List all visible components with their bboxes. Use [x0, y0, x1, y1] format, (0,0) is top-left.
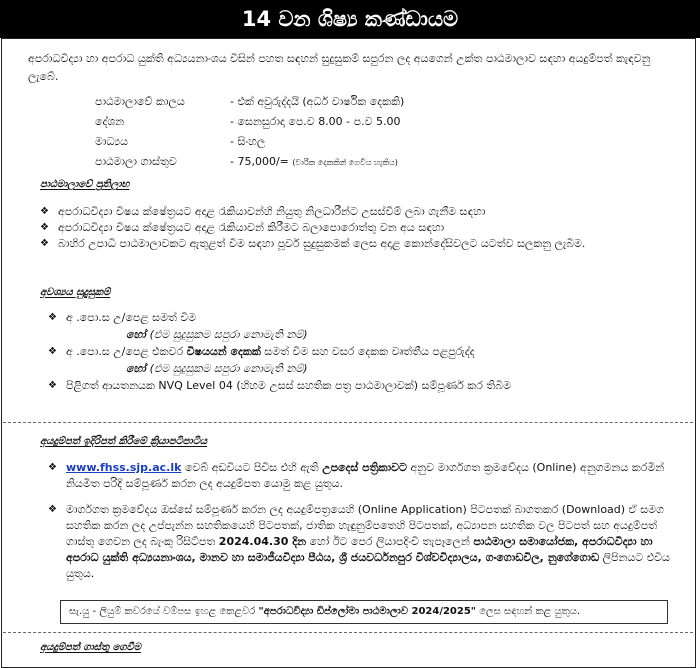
page-title: 14 වන ශිෂ්‍ය කණ්ඩායම [0, 0, 700, 38]
detail-value: - එක් අවුරුද්දයි (අර්ධ වාර්ෂික දෙකකි) [230, 95, 405, 108]
or-label: හෝ [126, 328, 146, 341]
envelope-note [60, 600, 668, 624]
diamond-bullet-icon: ❖ [48, 346, 57, 357]
postal-address: පාඨමාලා සමායෝජක, අපරාධවිද්‍යා හා අපරාධ යුක්ති අධ්‍යයනාංශය, මානව හා සමාජීයවිද්‍යා පීඨය, ශ්‍රී ජයවර්ධනපුර විශ්වවිද්‍යාලය, ගංගොඩවිල, නුගේගොඩ [66, 535, 653, 564]
procedure-list [48, 460, 673, 582]
benefit-text: අපරාධවිද්‍යා විෂය ක්ෂේත්‍රයට අදාළ රැකියාවන් කිරීමට බලාපොරොත්තු වන අය සඳහා [58, 221, 445, 234]
divider [3, 422, 693, 423]
procedure-emphasis: උපදෙස් පත්‍රිකාවට [322, 461, 407, 474]
detail-value [230, 152, 655, 172]
website-link[interactable]: www.fhss.sjp.ac.lk [66, 461, 182, 474]
qualification-part: සමත් වීම සහ වසර දෙකක වෘත්තීය පළපුරුද්ද [264, 345, 475, 358]
diamond-bullet-icon: ❖ [48, 380, 57, 391]
diamond-bullet-icon: ❖ [48, 462, 57, 473]
fee-note: (වාරික දෙකකින් ගෙවිය හැකිය) [292, 158, 398, 167]
procedure-text [66, 502, 673, 582]
detail-value: - සෙනසුරාදා පෙ.ව 8.00 - ප.ව 5.00 [230, 115, 401, 128]
procedure-part: වෙබ් අඩවියට පිවිස එහි ඇති [184, 461, 319, 474]
list-item [40, 236, 660, 252]
list-item [48, 344, 668, 360]
diamond-bullet-icon: ❖ [48, 312, 57, 323]
qualifications-heading: අවශ්‍යය සුදුසුකම් [40, 287, 111, 298]
or-label: හෝ [126, 362, 146, 375]
or-line [48, 360, 668, 378]
qualification-text: අ .පො.ස උ/පෙළ සමත් වීම [66, 311, 197, 324]
benefits-heading: පාඨමාලාවේ ප්‍රතිලාභ [40, 179, 130, 190]
list-item [40, 204, 660, 220]
detail-row [95, 132, 655, 152]
list-item [48, 378, 668, 394]
detail-label: පාඨමාලා ගාස්තුව [95, 155, 177, 168]
detail-row [95, 92, 655, 112]
or-note: (එම සුදුසුකම සපුරා නොමැති නම්) [149, 362, 308, 375]
diamond-bullet-icon: ❖ [40, 206, 49, 217]
list-item [40, 220, 660, 236]
note-suffix: ලෙස සඳහන් කළ යුතුය. [479, 606, 581, 617]
fees-heading: අයදුම්පත් ගාස්තු ගෙවීම [40, 642, 141, 653]
procedure-part: ලිපිනයට එවිය යුතුය. [66, 551, 670, 580]
list-item [48, 310, 668, 326]
procedure-part: අනුව මාර්ගගත ක්‍රමවේදය (Online) අනුගමනය කරමින් නියමිත පරිදි සම්පූර්ණ කරන ලද අයදුම්පත යොමු කළ යුතුය. [66, 461, 665, 490]
fee-amount: - 75,000/= [230, 155, 289, 168]
diamond-bullet-icon: ❖ [48, 504, 57, 515]
qualification-text: පිළිගත් ආයතනයක NVQ Level 04 (හිහම උසස් සහතික පත්‍ර පාඨමාලාවක්) සම්පූර්ණ කර තිබීම [66, 379, 512, 392]
detail-label: දේශන [95, 115, 125, 128]
detail-label: මාධ්‍යය [95, 135, 129, 148]
qualification-part: අ .පො.ස උ/පෙළ එකවර [66, 345, 184, 358]
note-emphasis: "අපරාධවිද්‍යා ඩිප්ලෝමා පාඨමාලාව 2024/2025" [258, 606, 477, 617]
procedure-text [66, 460, 673, 492]
note-prefix: සැ.යු - ලියුම් කවරයේ වම්පස ඉහළ කෙළවර [69, 606, 256, 617]
or-note: (එම සුදුසුකම සපුරා නොමැති නම්) [149, 328, 308, 341]
list-item [48, 460, 673, 492]
benefit-text: බාහිර උපාධි පාඨමාලාවකට ඇතුළත් වීම සඳහා පූර්ව සුදුසුකමක් ලෙස අදාළ කොන්දේසිවලට යටත්ව සලකනු ලැබීම. [58, 237, 586, 250]
qualification-emphasis: විෂයයන් දෙකක් [186, 345, 261, 358]
intro-text: අපරාධවිද්‍යා හා අපරාධ යුක්ති අධ්‍යයනාංශය විසින් පහත සඳහන් සුදුසුකම් සපුරන ලද අයගෙන් උක්ත පාඨමාලාව සඳහා අයදුම්පත් කැඳවනු ලැබේ. [28, 52, 651, 83]
diamond-bullet-icon: ❖ [40, 222, 49, 233]
qualification-text [66, 344, 668, 360]
qualifications-list [48, 310, 668, 394]
detail-row [95, 112, 655, 132]
course-details [95, 92, 655, 172]
procedure-part: මාර්ගගත ක්‍රමවේදය ඔස්සේ සම්පූර්ණ කරන ලද අයදුම්පත්‍රයෙහි (Online Application) පිටපතක් බාගතකර (Download) ඒ සමග සහතික කරන ලද උප්පැන්න සහතිකයෙහි පිටපතක්, ජාතික හැඳුනුම්පතෙහි පිටපතක්, අධ්‍යාපන සහතික වල පිටපත් සහ අයදුම්පත් ගාස්තු ගෙවන ලද බැංකු රිසිට්පත [66, 503, 664, 548]
procedure-part: හෝ ඊට පෙර ලියාපදිංචි තැපෑලෙන් [309, 535, 470, 548]
diamond-bullet-icon: ❖ [40, 238, 49, 249]
benefits-list [40, 204, 660, 252]
or-line [48, 326, 668, 344]
divider [3, 632, 693, 633]
procedure-heading: අයදුම්පත් ඉදිරිපත් කිරීමේ ක්‍රියාපටිපාටිය [40, 436, 208, 447]
detail-label: පාඨමාලාවේ කාලය [95, 95, 185, 108]
benefit-text: අපරාධවිද්‍යා විෂය ක්ෂේත්‍රයට අදාළ රැකියාවන්හි නියුතු නිලධාරීන්ට උසස්වීම් ලබා ගැනීම සඳහා [58, 205, 486, 218]
detail-value: - සිංහල [230, 135, 266, 148]
detail-row [95, 152, 655, 172]
deadline-date: 2024.04.30 දින [218, 535, 307, 548]
list-item [48, 502, 673, 582]
